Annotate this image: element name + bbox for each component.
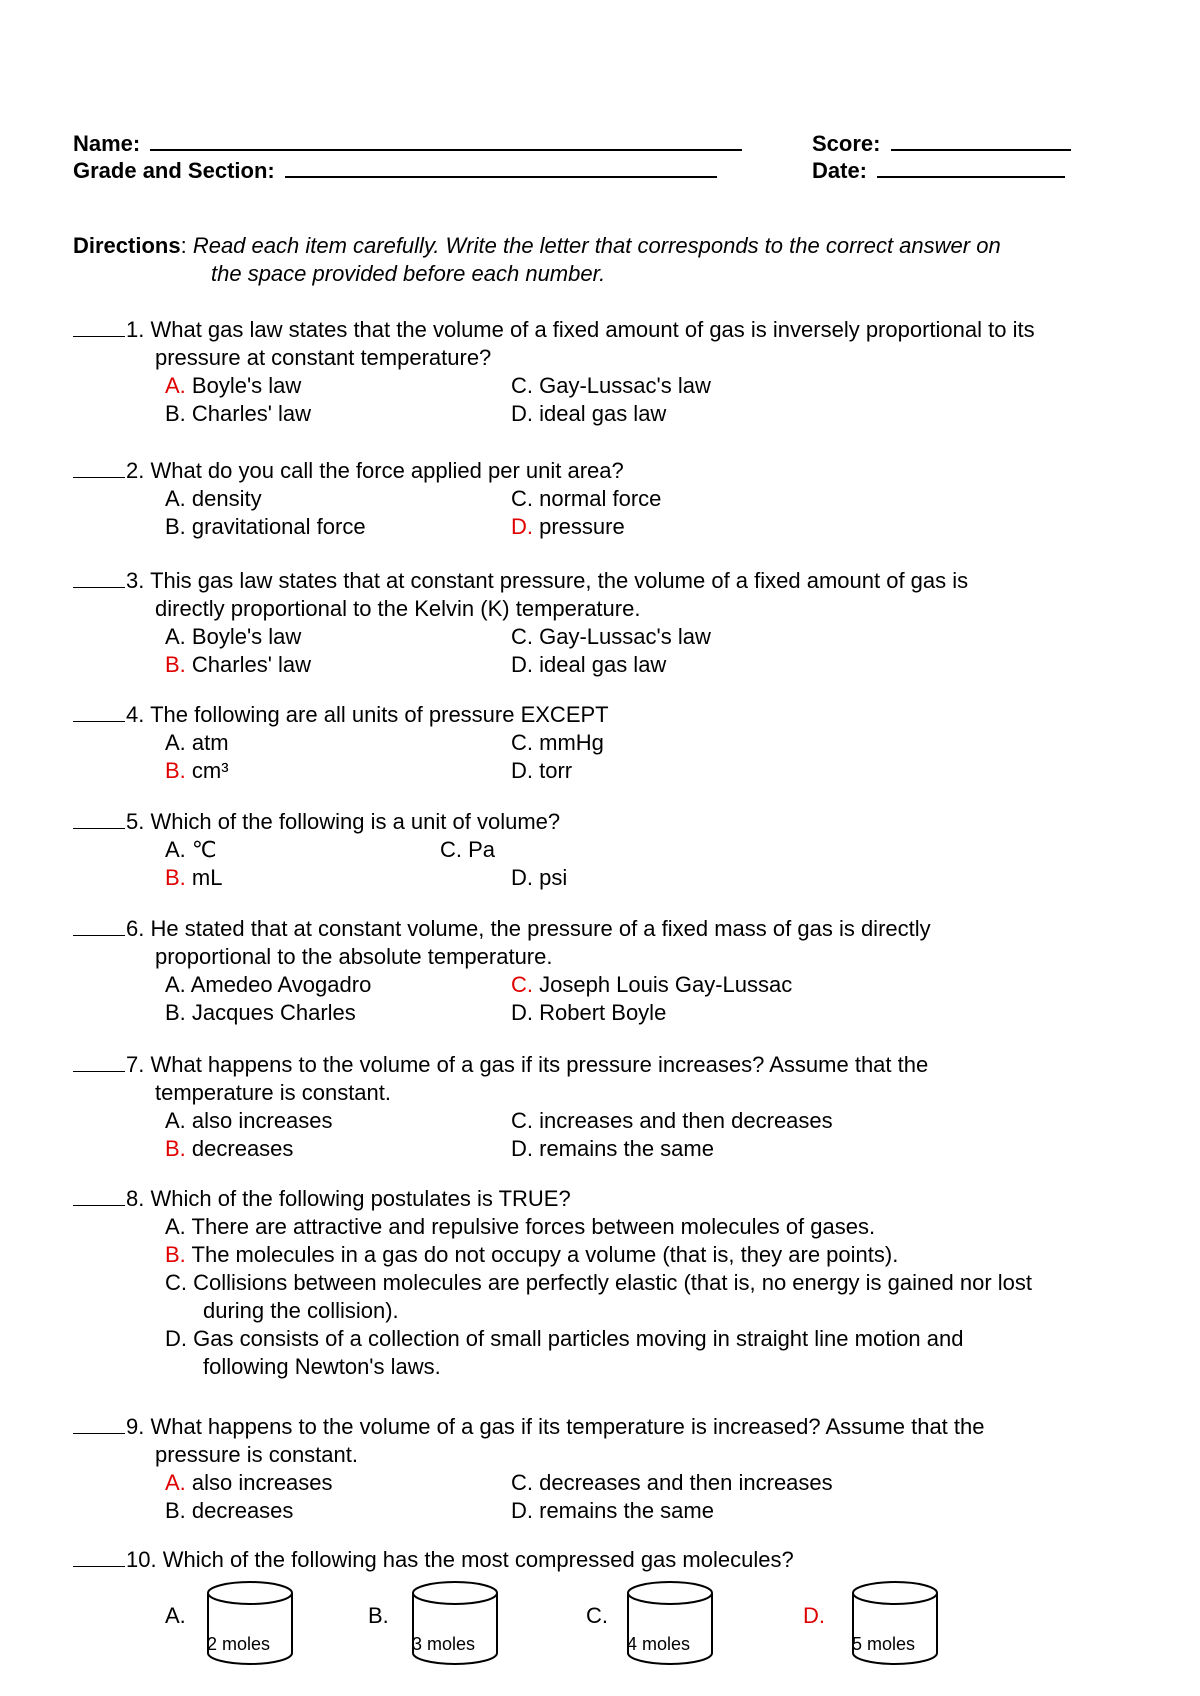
question-text: The following are all units of pressure EXCEPT [150,702,609,727]
option-a[interactable] [165,1603,186,1629]
name-field [73,131,742,157]
option-letter: B. [165,865,192,890]
option-letter: B. [165,514,192,539]
option-text: Collisions between molecules are perfectly elastic (that is, no energy is gained nor lost [193,1270,1032,1295]
question-text: This gas law states that at constant pressure, the volume of a fixed amount of gas is [150,568,969,593]
option-d[interactable] [511,1498,714,1524]
question-text: What happens to the volume of a gas if its temperature is increased? Assume that the [150,1414,985,1439]
option-text: pressure [539,514,625,539]
directions-text-1: Read each item carefully. Write the letter that corresponds to the correct answer on [192,233,1001,258]
question-9 [73,1414,984,1440]
cylinder-icon [625,1579,715,1669]
question-10 [73,1547,794,1573]
question-number: 3. [126,568,151,593]
option-letter: C. [511,486,540,511]
cylinder-icon [410,1579,500,1669]
question-3 [73,568,968,594]
option-a[interactable] [165,972,371,998]
score-field [812,131,1071,157]
option-text: Gay-Lussac's law [539,373,711,398]
question-text-cont: pressure at constant temperature? [155,345,492,370]
answer-blank[interactable] [73,1415,125,1434]
question-text-cont: directly proportional to the Kelvin (K) temperature. [155,596,641,621]
grade-section-line[interactable] [285,160,717,178]
option-b[interactable] [165,1000,356,1026]
date-label: Date: [812,158,868,183]
option-text: mL [191,865,223,890]
question-1 [73,317,1035,343]
option-text: Gas consists of a collection of small particles moving in straight line motion and [193,1326,964,1351]
option-letter: A. [165,730,192,755]
grade-section-field [73,158,717,184]
option-letter: C. [511,730,540,755]
question-text: Which of the following is a unit of volume? [150,809,561,834]
name-label: Name: [73,131,141,156]
question-text: What happens to the volume of a gas if its pressure increases? Assume that the [150,1052,929,1077]
option-c[interactable] [511,1108,833,1134]
date-line[interactable] [877,160,1065,178]
option-d[interactable] [511,514,625,540]
option-letter: A. [165,1470,192,1495]
option-b[interactable] [165,401,311,427]
option-c[interactable] [165,1270,1032,1296]
option-d[interactable] [165,1326,963,1352]
option-text: Amedeo Avogadro [190,972,372,997]
option-b[interactable] [165,1498,293,1524]
option-letter: D. [803,1603,825,1628]
option-letter: A. [165,373,192,398]
option-letter: A. [165,1214,192,1239]
option-b[interactable] [165,514,366,540]
answer-blank[interactable] [73,1053,125,1072]
option-text-cont: following Newton's laws. [203,1354,441,1379]
question-number: 7. [126,1052,151,1077]
option-letter: D. [511,758,540,783]
question-number: 6. [126,916,151,941]
cylinder-label: 4 moles [627,1634,691,1654]
question-text-cont: pressure is constant. [155,1442,358,1467]
question-number: 9. [126,1414,151,1439]
option-text: Charles' law [191,652,312,677]
option-text: Gay-Lussac's law [539,624,711,649]
date-field [812,158,1065,184]
answer-blank[interactable] [73,810,125,829]
question-text: What gas law states that the volume of a fixed amount of gas is inversely proportional to its [150,317,1035,342]
option-c[interactable] [440,837,495,863]
option-c[interactable] [511,373,711,399]
option-text-cont: during the collision). [203,1298,399,1323]
option-letter: D. [511,1000,540,1025]
option-text: decreases [191,1498,294,1523]
option-c[interactable] [511,1470,833,1496]
option-text: torr [539,758,573,783]
option-letter: A. [165,1603,186,1628]
option-letter: A. [165,486,192,511]
option-text: The molecules in a gas do not occupy a volume (that is, they are points). [191,1242,899,1267]
option-text: psi [539,865,568,890]
option-a[interactable] [165,1108,333,1134]
option-text: Joseph Louis Gay-Lussac [539,972,793,997]
option-letter: B. [165,1498,192,1523]
option-text: Boyle's law [191,624,302,649]
option-letter: A. [165,837,192,862]
option-letter: C. [511,373,540,398]
option-d[interactable] [511,758,572,784]
cylinder-label: 5 moles [852,1634,916,1654]
option-text: Charles' law [191,401,312,426]
option-a[interactable] [165,837,217,863]
option-c[interactable] [511,624,711,650]
question-number: 5. [126,809,151,834]
option-d[interactable] [511,1000,666,1026]
name-line[interactable] [150,133,742,151]
question-8 [73,1186,571,1212]
answer-blank[interactable] [73,1187,125,1206]
grade-section-label: Grade and Section: [73,158,275,183]
option-text: Boyle's law [191,373,302,398]
option-d[interactable] [511,401,666,427]
option-text: also increases [191,1470,333,1495]
option-b[interactable] [165,865,222,891]
option-letter: C. [511,1108,540,1133]
option-letter: C. [511,624,540,649]
option-text: mmHg [539,730,604,755]
option-c[interactable] [511,730,604,756]
question-text-cont: proportional to the absolute temperature. [155,944,553,969]
option-d[interactable] [511,652,666,678]
option-letter: B. [165,652,192,677]
option-letter: B. [368,1603,389,1628]
question-text: He stated that at constant volume, the pressure of a fixed mass of gas is directly [150,916,931,941]
option-text: remains the same [539,1136,714,1161]
cylinder-label: 3 moles [412,1634,476,1654]
option-letter: B. [165,758,192,783]
option-text: also increases [191,1108,333,1133]
option-text: increases and then decreases [539,1108,833,1133]
directions-label: Directions [73,233,181,258]
option-b[interactable] [165,1136,293,1162]
cylinder-label: 2 moles [207,1634,271,1654]
option-letter: B. [165,1000,192,1025]
option-letter: D. [511,865,540,890]
option-text: ℃ [191,837,217,862]
question-number: 4. [126,702,151,727]
question-number: 8. [126,1186,151,1211]
option-c[interactable] [586,1603,608,1629]
answer-blank[interactable] [73,917,125,936]
question-7 [73,1052,928,1078]
option-letter: D. [511,514,540,539]
answer-blank[interactable] [73,569,125,588]
option-letter: C. [511,1470,540,1495]
question-number: 10. [126,1547,163,1572]
score-line[interactable] [891,133,1071,151]
option-letter: C. [440,837,469,862]
option-d[interactable] [803,1603,825,1629]
option-a[interactable] [165,730,229,756]
answer-blank[interactable] [73,459,125,478]
option-letter: C. [511,972,540,997]
option-text: decreases [191,1136,294,1161]
option-letter: D. [511,401,540,426]
option-letter: B. [165,401,192,426]
option-letter: A. [165,972,191,997]
option-text: cm³ [191,758,229,783]
option-text: atm [191,730,229,755]
cylinder-icon [205,1579,295,1669]
option-text: Jacques Charles [191,1000,356,1025]
option-text: normal force [539,486,662,511]
question-text: Which of the following has the most compressed gas molecules? [162,1547,794,1572]
option-letter: C. [165,1270,194,1295]
directions-text-2: the space provided before each number. [211,261,606,286]
option-a[interactable] [165,373,301,399]
option-text: remains the same [539,1498,714,1523]
question-text: Which of the following postulates is TRUE? [150,1186,571,1211]
answer-blank[interactable] [73,703,125,722]
option-text: ideal gas law [539,652,667,677]
question-6 [73,916,931,942]
question-2 [73,458,624,484]
option-letter: B. [165,1136,192,1161]
option-text: ideal gas law [539,401,667,426]
score-label: Score: [812,131,881,156]
option-d[interactable] [511,865,567,891]
option-text: Robert Boyle [539,1000,667,1025]
option-a[interactable] [165,1470,333,1496]
question-text: What do you call the force applied per unit area? [150,458,624,483]
question-text-cont: temperature is constant. [155,1080,392,1105]
option-letter: D. [511,1498,540,1523]
option-text: There are attractive and repulsive forces between molecules of gases. [191,1214,876,1239]
option-c[interactable] [511,972,792,998]
option-letter: B. [165,1242,192,1267]
option-b[interactable] [165,652,311,678]
option-letter: A. [165,1108,192,1133]
question-5 [73,809,560,835]
option-text: gravitational force [191,514,366,539]
option-letter: D. [511,1136,540,1161]
question-number: 2. [126,458,151,483]
option-text: density [191,486,262,511]
question-number: 1. [126,317,151,342]
answer-blank[interactable] [73,1548,125,1567]
option-letter: C. [586,1603,608,1628]
option-text: decreases and then increases [539,1470,833,1495]
option-a[interactable] [165,1214,875,1240]
option-letter: D. [511,652,540,677]
option-d[interactable] [511,1136,714,1162]
option-letter: A. [165,624,192,649]
option-a[interactable] [165,486,262,512]
option-c[interactable] [511,486,661,512]
answer-blank[interactable] [73,318,125,337]
option-text: Pa [468,837,496,862]
option-b[interactable] [165,758,229,784]
cylinder-icon [850,1579,940,1669]
option-b[interactable] [368,1603,389,1629]
question-4 [73,702,609,728]
directions: Directions: Read each item carefully. Write the letter that corresponds to the correct answer on [73,233,1001,258]
option-letter: D. [165,1326,194,1351]
option-a[interactable] [165,624,301,650]
option-b[interactable] [165,1242,898,1268]
